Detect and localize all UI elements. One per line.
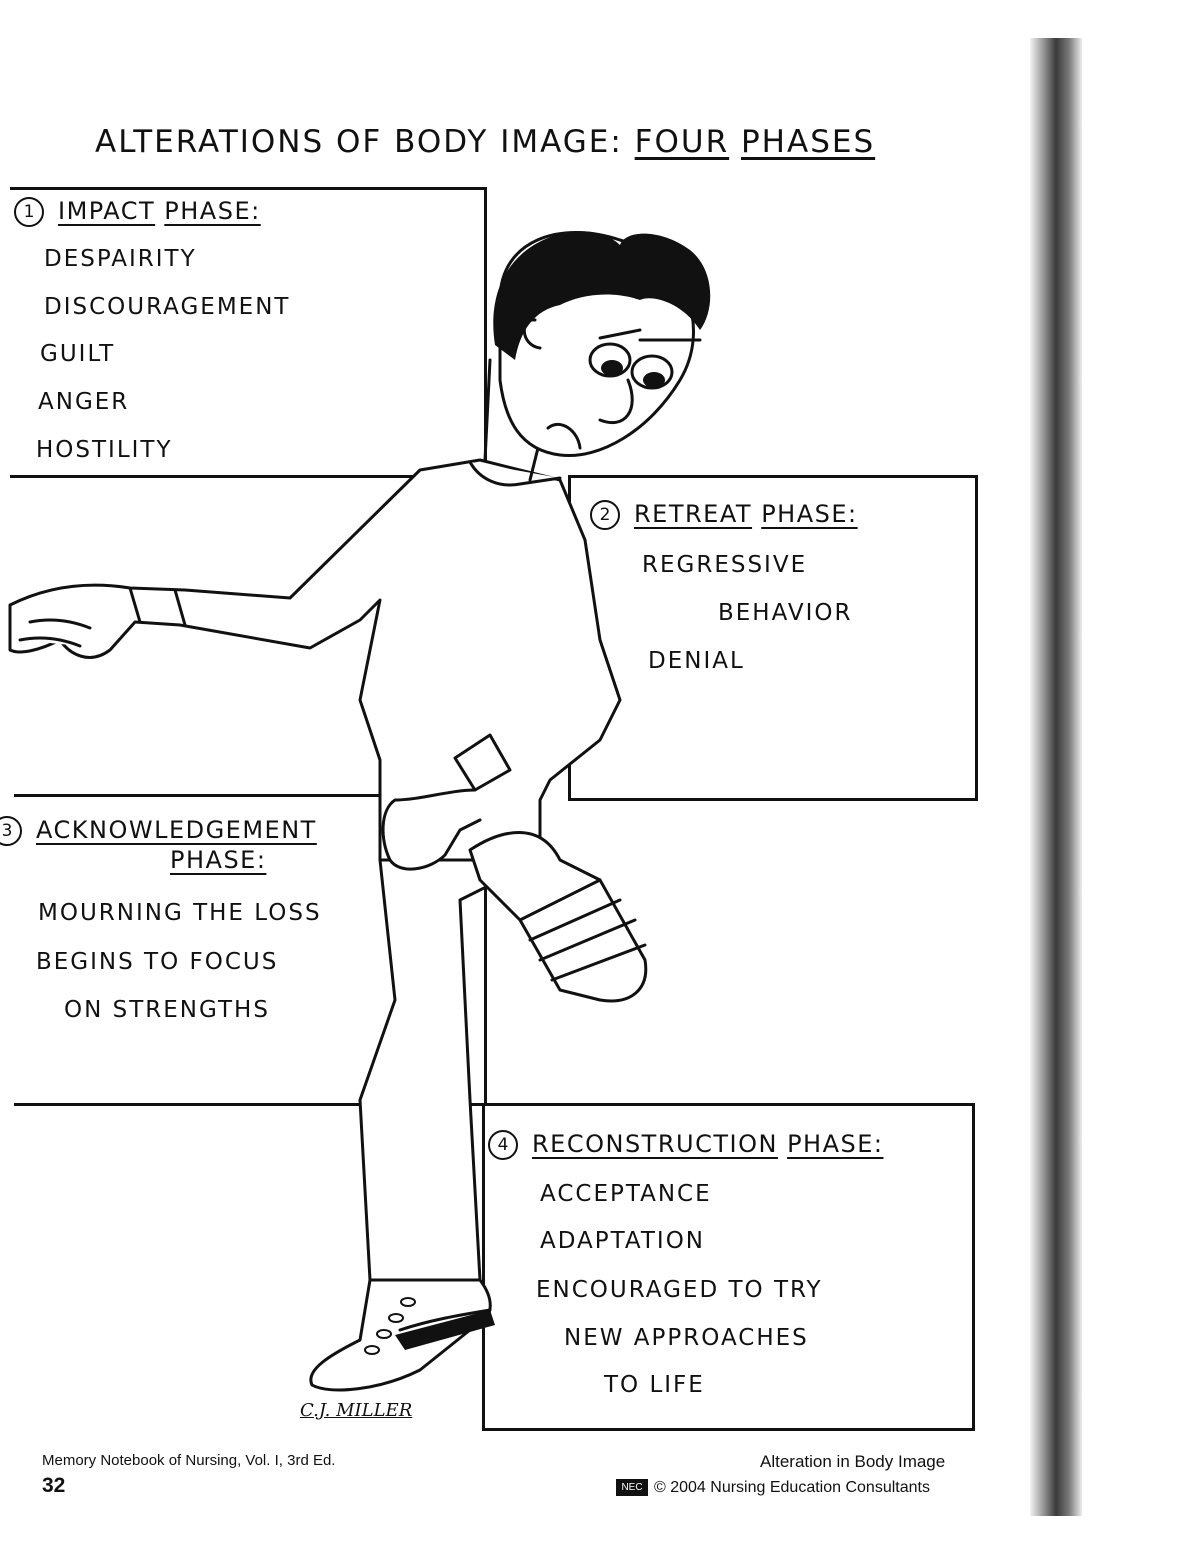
retreat-phase-heading <box>590 500 858 530</box>
impact-item: DISCOURAGEMENT <box>44 294 291 320</box>
reconstruction-item: NEW APPROACHES <box>564 1325 809 1351</box>
impact-phase-heading <box>14 197 261 227</box>
title-four: FOUR <box>634 124 730 160</box>
copyright-text: © 2004 Nursing Education Consultants <box>654 1479 930 1496</box>
page-number: 32 <box>42 1474 66 1497</box>
acknowledgement-item: MOURNING THE LOSS <box>38 900 322 926</box>
title-phases: PHASES <box>740 124 876 160</box>
phase-number-4: 4 <box>488 1130 518 1160</box>
reconstruction-item: ACCEPTANCE <box>540 1181 712 1207</box>
reconstruction-phase-heading <box>488 1130 883 1160</box>
phase-number-2: 2 <box>590 500 620 530</box>
footer-chapter-title: Alteration in Body Image <box>760 1452 946 1471</box>
acknowledgement-phase-heading <box>0 816 317 846</box>
acknowledgement-phase-title: ACKNOWLEDGEMENT <box>36 816 317 844</box>
impact-item: DESPAIRITY <box>44 246 197 272</box>
impact-phase-title: IMPACT <box>58 197 156 225</box>
artist-signature: C.J. MILLER <box>300 1400 413 1421</box>
retreat-item: BEHAVIOR <box>718 600 853 626</box>
acknowledgement-item: ON STRENGTHS <box>64 997 270 1023</box>
impact-item: GUILT <box>40 341 116 367</box>
nec-logo-icon: NEC <box>616 1479 648 1496</box>
title-prefix: ALTERATIONS OF BODY IMAGE: <box>95 124 635 160</box>
phase-number-1: 1 <box>14 197 44 227</box>
reconstruction-item: ENCOURAGED TO TRY <box>536 1277 823 1303</box>
reconstruction-phase-title: RECONSTRUCTION <box>532 1130 778 1158</box>
retreat-item: REGRESSIVE <box>642 552 808 578</box>
impact-phase-suffix: PHASE: <box>164 197 261 225</box>
impact-item: HOSTILITY <box>36 437 173 463</box>
footer-book-title: Memory Notebook of Nursing, Vol. I, 3rd Ed. <box>42 1452 336 1469</box>
acknowledgement-phase-suffix: PHASE: <box>170 846 267 874</box>
reconstruction-item: ADAPTATION <box>540 1228 705 1254</box>
retreat-item: DENIAL <box>648 648 745 674</box>
retreat-phase-suffix: PHASE: <box>761 500 858 528</box>
impact-item: ANGER <box>38 389 130 415</box>
acknowledgement-item: BEGINS TO FOCUS <box>36 949 279 975</box>
reconstruction-phase-suffix: PHASE: <box>787 1130 884 1158</box>
acknowledgement-phase-suffix-line <box>170 846 266 874</box>
reconstruction-item: TO LIFE <box>604 1372 705 1398</box>
retreat-phase-title: RETREAT <box>634 500 753 528</box>
footer-copyright <box>616 1479 930 1497</box>
phase-number-3: 3 <box>0 816 22 846</box>
